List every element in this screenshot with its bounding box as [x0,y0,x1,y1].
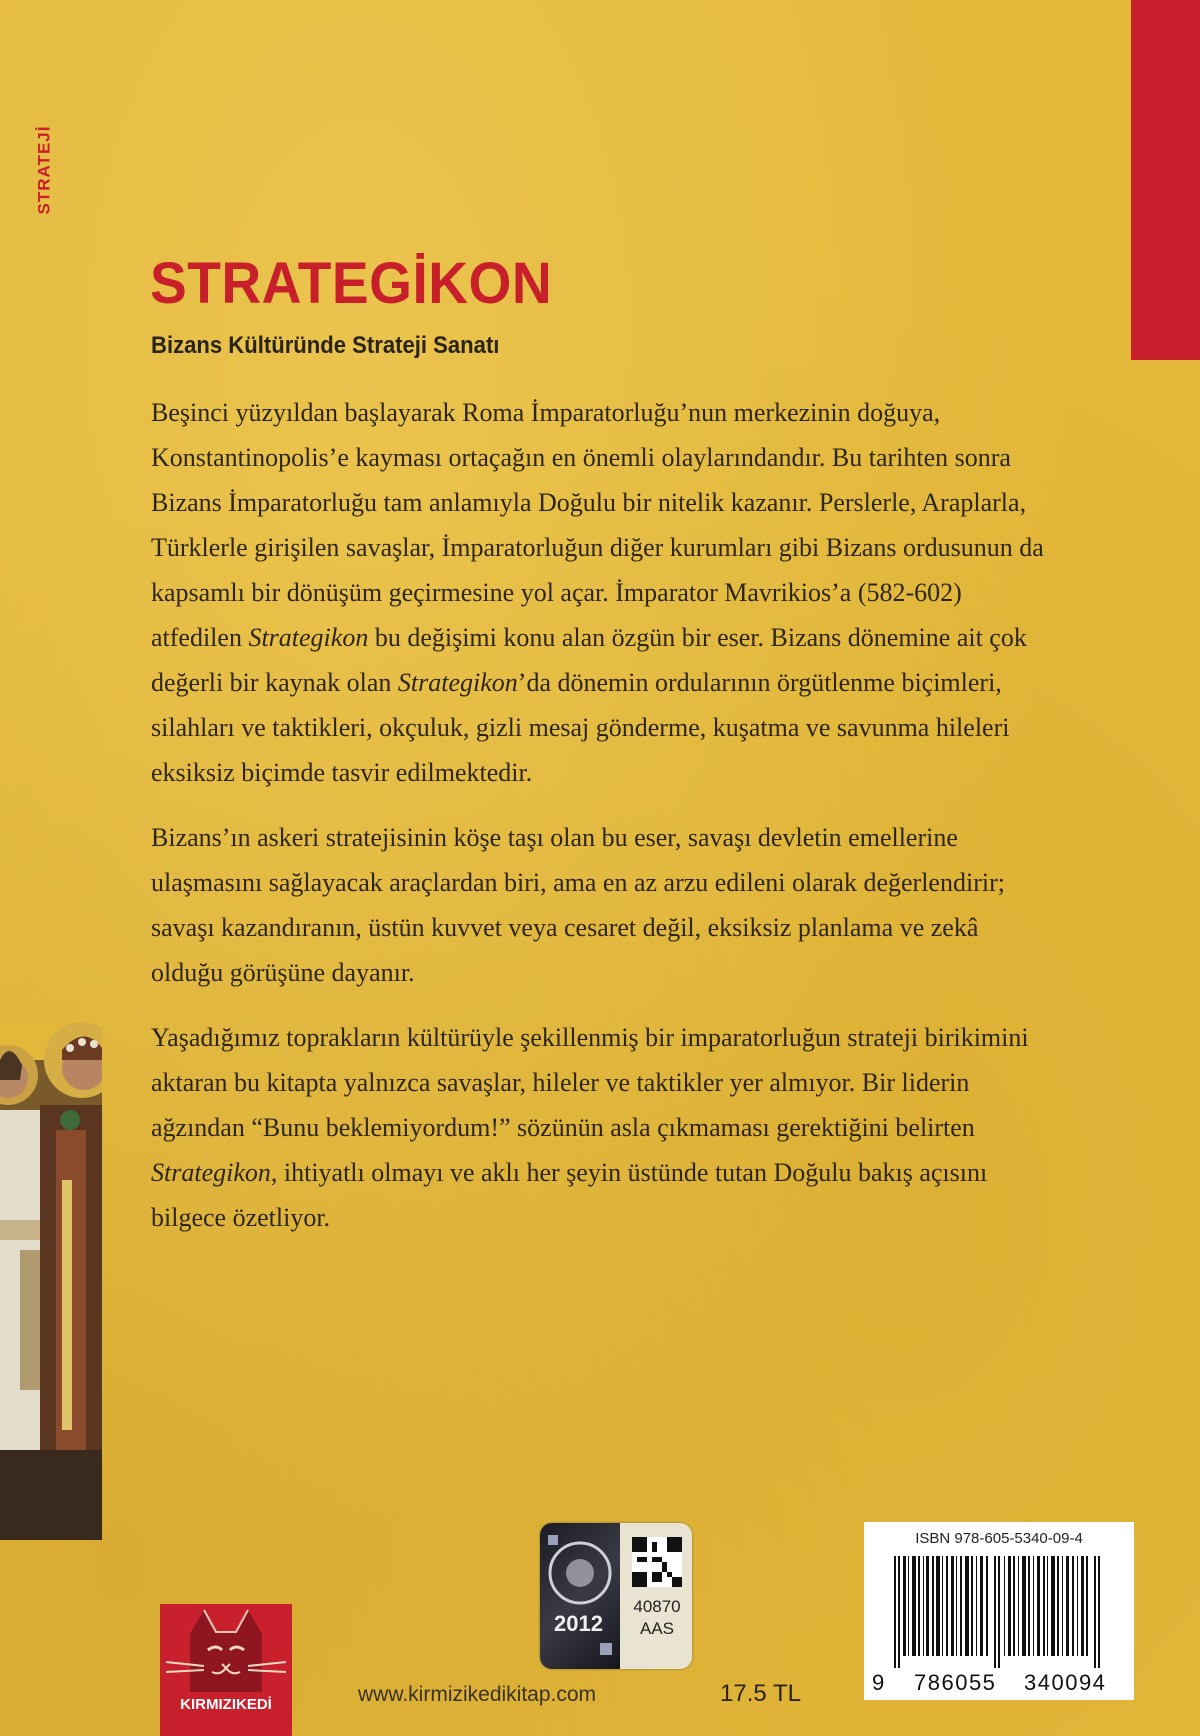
p1-text-a: Beşinci yüzyıldan başlayarak Roma İmparatorluğu’nun merkezinin doğuya, Konstantinopolis’e kayması ortaçağın en önemli olaylarındandır. Bu tarihten sonra Bizans İmparatorluğu tam anlamıyla Doğulu bir nitelik kazanır. Perslerle, Araplarla, Türklerle girişilen savaşlar, İmparatorluğun diğer kurumları gibi Bizans ordusunun da kapsamlı bir dönüşüm geçirmesine yol açar. İmparator Mavrikios’a (582-602) atfedilen [151,398,1044,652]
hologram-emblem-icon [540,1523,620,1669]
spine-category-label [30,115,58,225]
sticker-code-series: AAS [639,1619,675,1638]
barcode-digit-first: 9 [872,1670,886,1695]
hologram-panel [540,1523,620,1669]
p3-italic-title: Strategikon [151,1158,271,1187]
p1-italic-title-b: Strategikon [397,668,518,697]
book-price: 17.5 TL [720,1680,801,1707]
description-paragraph-3 [151,1015,1051,1240]
book-subtitle: Bizans Kültüründe Strateji Sanatı [151,332,500,359]
p3-text-b: , ihtiyatlı olmayı ve aklı her şeyin üstünde tutan Doğulu bakış açısını bilgece özetliyor. [151,1158,988,1232]
description-paragraph-2: Bizans’ın askeri stratejisinin köşe taşı olan bu eser, savaşı devletin emellerine ulaşmasını sağlayacak araçlardan biri, ama en az arzu edileni olarak değerlendirir; savaşı kazandıranın, üstün kuvvet veya cesaret değil, eksiksiz planlama ve zekâ olduğu görüşüne dayanır. [151,823,1005,987]
sticker-year: 2012 [554,1611,603,1636]
spine-category-text: STRATEJİ [34,125,54,215]
back-cover-description [151,390,1051,1260]
barcode-bars [894,1556,1104,1668]
sticker-qr-code-icon [632,1537,682,1587]
banderole-hologram-sticker [540,1523,692,1669]
p1-italic-title-a: Strategikon [248,623,369,652]
p1-text-c: ’da dönemin ordularının örgütlenme biçimleri, silahları ve taktikleri, okçuluk, gizli mesaj gönderme, kuşatma ve savunma hileleri eksiksiz biçimde tasvir edilmektedir. [151,668,1010,787]
isbn-barcode [864,1522,1134,1700]
publisher-name: KIRMIZIKEDİ [180,1696,272,1713]
barcode-digits-right: 340094 [1024,1670,1107,1695]
barcode-digits-left: 786055 [914,1670,997,1695]
byzantine-mosaic-image [0,1020,102,1540]
publisher-logo [160,1604,292,1736]
red-cat-icon [160,1604,292,1696]
publisher-website: www.kirmizikedikitap.com [358,1683,597,1706]
description-paragraph-1 [151,390,1051,795]
p3-text-a: Yaşadığımız toprakların kültürüyle şekillenmiş bir imparatorluğun strateji birikimini aktaran bu kitapta yalnızca savaşlar, hileler ve taktikler yer almıyor. Bir liderin ağzından “Bunu beklemiyordum!” sözünün asla çıkmaması gerektiğini belirten [151,1023,1029,1142]
isbn-label: ISBN 978-605-5340-09-4 [915,1530,1083,1547]
book-title: STRATEGİKON [150,251,553,316]
red-spine-bar [1131,0,1200,360]
mosaic-figures-art [0,1020,102,1540]
p1-text-b: bu değişimi konu alan özgün bir eser. Bizans dönemine ait çok değerli bir kaynak olan [151,623,1027,697]
sticker-code-number: 40870 [633,1597,681,1616]
